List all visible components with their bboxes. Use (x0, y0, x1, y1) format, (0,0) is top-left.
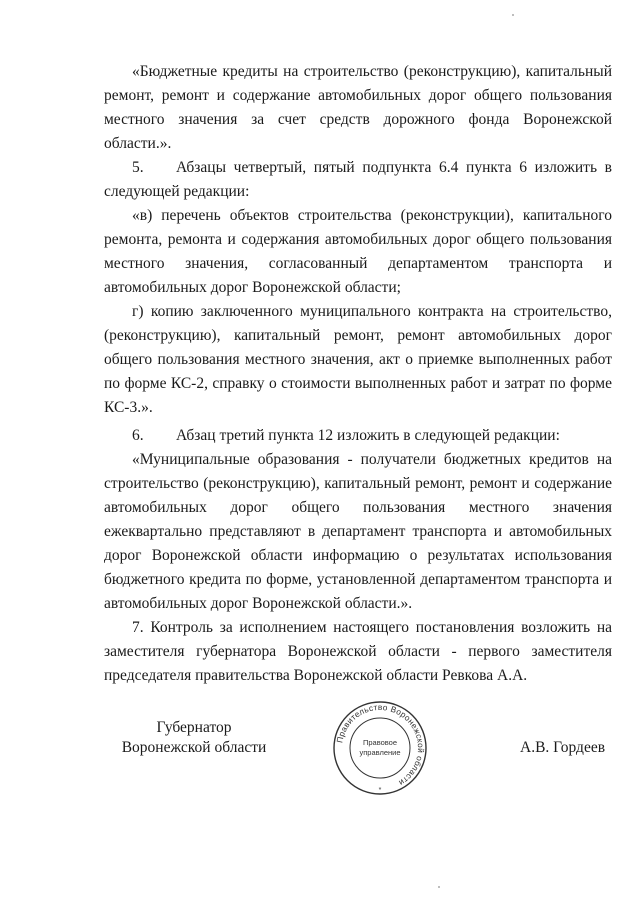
item-6-text: Абзац третий пункта 12 изложить в следующей редакции: (176, 427, 560, 444)
signature-block (0, 700, 640, 810)
item-5 (104, 156, 612, 204)
signatory-position (104, 718, 284, 758)
official-seal-stamp (332, 700, 428, 796)
scan-speck (438, 886, 440, 888)
paragraph-g: г) копию заключенного муниципального контракта на строительство, (реконструкцию), капитальный ремонт, ремонт автомобильных дорог общего пользования местного значения, акт о приемке выполненных работ по форме КС-2, справку о стоимости выполненных работ и затрат по форме КС-3.». (104, 303, 612, 416)
position-line-2: Воронежской области (121, 739, 267, 756)
paragraph-budget-credits: «Бюджетные кредиты на строительство (реконструкцию), капитальный ремонт, ремонт и содержание автомобильных дорог общего пользования местного значения за счет средств дорожного фонда Воронежской области.». (104, 63, 612, 152)
seal-center-line-1: Правовое (362, 738, 398, 747)
scan-speck (512, 14, 514, 16)
seal-center-line-2: управление (359, 748, 401, 757)
paragraph-municipal: «Муниципальные образования - получатели бюджетных кредитов на строительство (реконструкцию), капитальный ремонт, ремонт и содержание автомобильных дорог общего пользования местного значения ежеквартально представляют в департамент транспорта и автомобильных дорог Воронежской области информацию о результатах использования бюджетного кредита по форме, установленной департаментом транспорта и автомобильных дорог Воронежской области.». (104, 451, 612, 612)
signatory-name: А.В. Гордеев (520, 739, 606, 756)
item-6 (104, 424, 612, 448)
item-5-number: 5. (132, 159, 144, 176)
seal-star: * (378, 787, 382, 794)
item-6-number: 6. (132, 427, 144, 444)
item-5-text: Абзацы четвертый, пятый подпункта 6.4 пункта 6 изложить в следующей редакции: (104, 159, 612, 200)
document-body (104, 60, 612, 688)
paragraph-v: «в) перечень объектов строительства (реконструкции), капитального ремонта, ремонта и содержания автомобильных дорог общего пользования местного значения, согласованный департаментом транспорта и автомобильных дорог Воронежской области; (104, 207, 612, 296)
position-line-1: Губернатор (156, 719, 232, 736)
paragraph-item-7: 7. Контроль за исполнением настоящего постановления возложить на заместителя губернатора Воронежской области - первого заместителя председателя правительства Воронежской области Ревкова А.А. (104, 619, 612, 684)
seal-ring-text: Правительство Воронежской области (334, 701, 427, 789)
